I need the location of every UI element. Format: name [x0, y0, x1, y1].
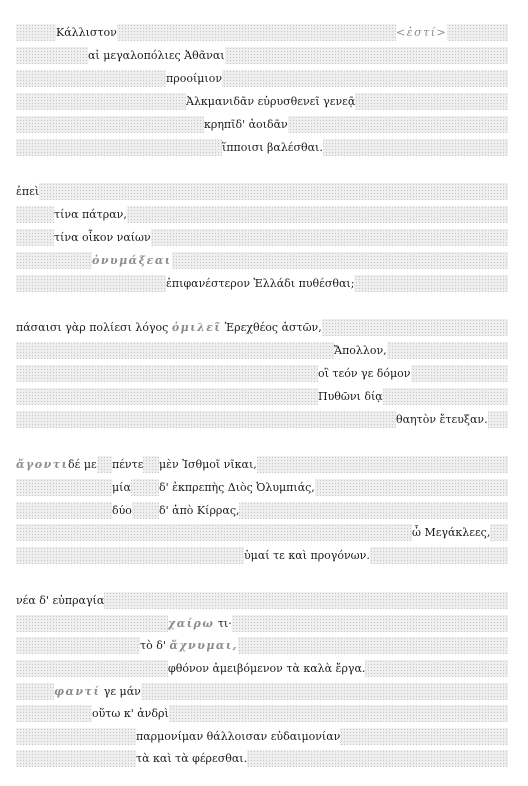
line-band — [16, 70, 508, 87]
verse-line — [16, 70, 508, 87]
verse-line — [16, 615, 508, 632]
verse-text: ἐπεὶ — [16, 185, 40, 198]
verse-line — [16, 660, 508, 677]
emphasized-word: ὀνυμάξεαι — [92, 254, 172, 267]
editorial-supplement: <ἐστί> — [396, 26, 448, 39]
verse-text: Ἀλκμανιδᾶν εὐρυσθενεῖ γενεᾷ — [186, 95, 356, 108]
verse-text: θαητὸν ἔτευξαν. — [396, 413, 488, 426]
verse-text — [140, 637, 238, 654]
line-band — [16, 342, 508, 359]
verse-line — [16, 139, 508, 156]
emphasized-word: φαντί — [54, 685, 101, 698]
line-band — [16, 252, 508, 269]
verse-text — [54, 683, 141, 700]
verse-text: ἐπιφανέστερον Ἑλλάδι πυθέσθαι; — [166, 277, 355, 290]
verse-line — [16, 750, 508, 767]
verse-line — [16, 637, 508, 654]
verse-text: αἱ μεγαλοπόλιες Ἀθᾶναι — [88, 49, 225, 62]
verse-line — [16, 705, 508, 722]
emphasized-word: ἄχνυμαι, — [169, 639, 238, 652]
verse-line — [16, 524, 508, 541]
emphasized-word: ἄγοντι — [16, 458, 69, 471]
line-band — [16, 705, 508, 722]
line-band — [16, 637, 508, 654]
line-band — [16, 365, 508, 382]
verse-segment: δ' ἀπὸ Κίρρας, — [159, 504, 240, 517]
verse-line — [16, 547, 508, 564]
verse-segment: Ἐρεχθέος ἀστῶν, — [224, 321, 322, 334]
verse-text: παρμονίμαν θάλλοισαν εὐδαιμονίαν — [136, 730, 341, 743]
verse-line — [16, 502, 508, 519]
line-band — [16, 388, 508, 405]
verse-line — [16, 683, 508, 700]
verse-text: νέα δ' εὐπραγία — [16, 594, 105, 607]
line-band — [16, 183, 508, 200]
verse-line — [16, 411, 508, 428]
verse-line — [16, 275, 508, 292]
verse-line — [16, 93, 508, 110]
verse-text: τίνα οἶκον ναίων — [54, 231, 151, 244]
verse-text: τὰ καὶ τὰ φέρεσθαι. — [136, 752, 248, 765]
verse-segment: πάσαισι γὰρ πολίεσι λόγος — [16, 321, 169, 334]
verse-segment: πέντε — [112, 458, 144, 471]
verse-text: Πυθῶνι δίᾳ — [318, 390, 383, 403]
verse-line — [16, 47, 508, 64]
verse-line — [16, 479, 508, 496]
verse-text: Ἄπολλον, — [334, 344, 387, 357]
verse-line — [16, 728, 508, 745]
line-band — [16, 502, 508, 519]
verse-line — [16, 456, 508, 473]
verse-line — [16, 342, 508, 359]
verse-segment: γε μάν — [103, 685, 141, 698]
verse-text — [16, 319, 322, 336]
verse-segment: μία — [112, 481, 131, 494]
emphasized-word: χαίρω — [168, 617, 215, 630]
verse-text: φθόνον ἀμειβόμενον τὰ καλὰ ἔργα. — [168, 662, 366, 675]
verse-text: ἵπποισι βαλέσθαι. — [222, 141, 323, 154]
line-band — [16, 615, 508, 632]
verse-text: Κάλλιστον — [56, 26, 117, 39]
verse-line — [16, 592, 508, 609]
verse-text: προοίμιον — [166, 72, 223, 85]
verse-line — [16, 229, 508, 246]
verse-segment: τὸ δ' — [140, 639, 166, 652]
verse-text: τίνα πάτραν, — [54, 208, 127, 221]
verse-segment: δύο — [112, 504, 132, 517]
emphasized-word: ὁμιλεῖ — [171, 321, 222, 334]
verse-line — [16, 365, 508, 382]
verse-text — [168, 615, 232, 632]
verse-segment: δέ με — [68, 458, 97, 471]
line-band — [16, 750, 508, 767]
verse-line — [16, 206, 508, 223]
verse-text: ὑμαί τε καὶ προγόνων. — [244, 549, 370, 562]
verse-line — [16, 252, 508, 269]
verse-line — [16, 116, 508, 133]
verse-line — [16, 183, 508, 200]
verse-segment: τι· — [217, 617, 232, 630]
verse-segment: δ' ἐκπρεπὴς Διὸς Ὀλυμπιάς, — [159, 481, 315, 494]
verse-line — [16, 319, 508, 336]
verse-text: οἳ τεόν γε δόμον — [318, 367, 411, 380]
verse-text: οὕτω κ' ἀνδρὶ — [92, 707, 169, 720]
verse-text: ὦ Μεγάκλεες, — [412, 526, 491, 539]
verse-segment: μὲν Ἰσθμοῖ νῖκαι, — [159, 458, 257, 471]
verse-text: κρηπῖδ' ἀοιδᾶν — [204, 118, 288, 131]
verse-line — [16, 388, 508, 405]
verse-line — [16, 24, 508, 41]
